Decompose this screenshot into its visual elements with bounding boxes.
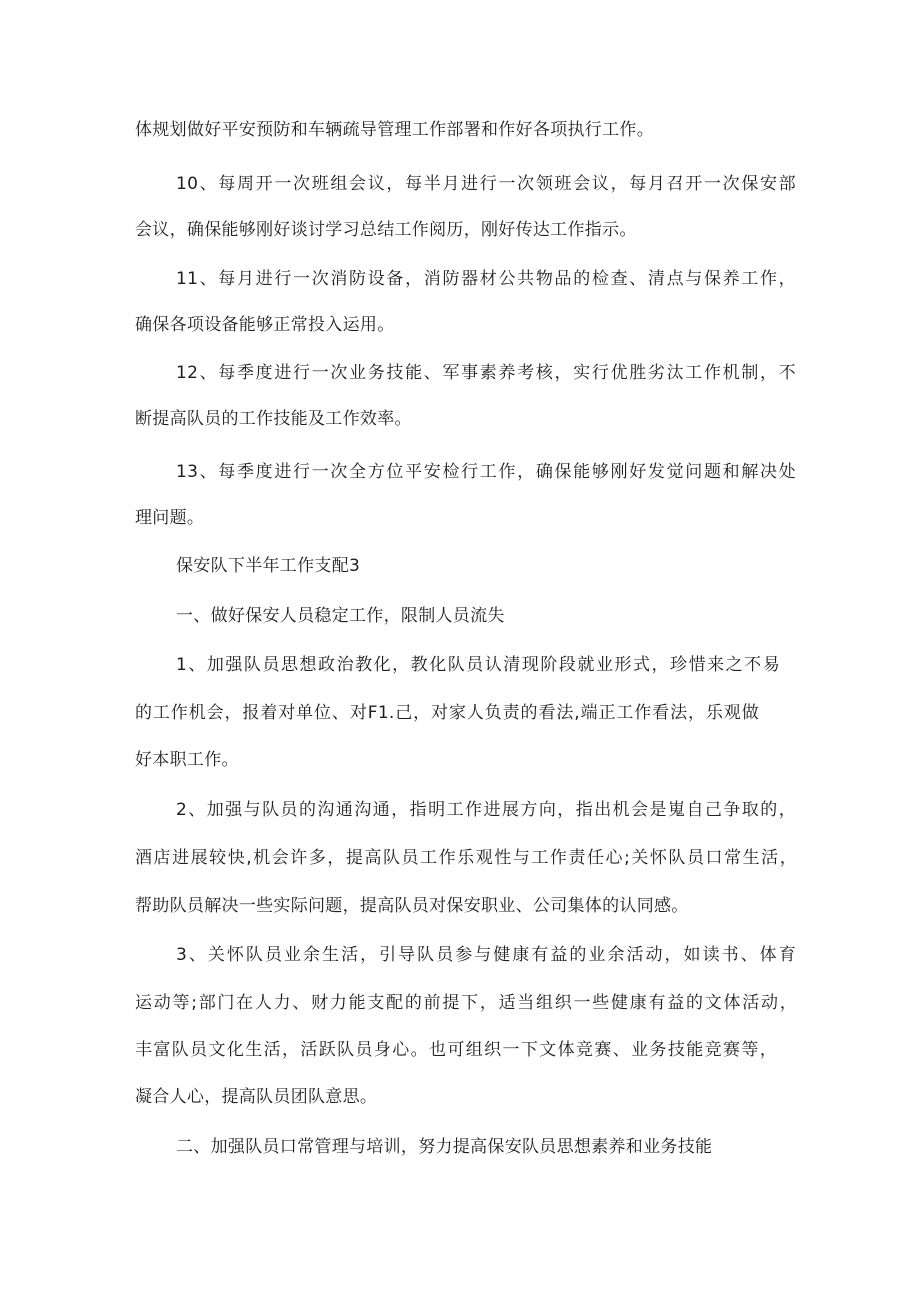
text-line: 帮助队员解决一些实际问题，提高队员对保安职业、公司集体的认同感。 — [135, 896, 689, 916]
section-heading: 一、做好保安人员稳定工作，限制人员流失 — [176, 606, 505, 626]
text-line: 3、关怀队员业余生活，引导队员参与健康有益的业余活动，如读书、体育 — [176, 945, 796, 965]
text-line: 10、每周开一次班组会议，每半月进行一次领班会议，每月召开一次保安部 — [176, 174, 796, 194]
text-line: 12、每季度进行一次业务技能、军事素养考核，实行优胜劣汰工作机制，不 — [176, 363, 796, 383]
text-line: 2、加强与队员的沟通沟通，指明工作进展方向，指出机会是嵬自己争取的， — [176, 800, 796, 820]
text-line: 11、每月进行一次消防设备，消防器材公共物品的检查、清点与保养工作， — [176, 269, 796, 289]
text-line: 确保各项设备能够正常投入运用。 — [135, 315, 395, 335]
text-line: 好本职工作。 — [135, 750, 239, 770]
text-line: 1、加强队员思想政治教化，教化队员认清现阶段就业形式，珍惜来之不易 — [176, 655, 780, 675]
text-line: 会议，确保能够刚好谈讨学习总结工作阅历，刚好传达工作指示。 — [135, 220, 637, 240]
text-line: 酒店进展较快,机会许多，提高队员工作乐观性与工作责任心;关怀队员口常生活， — [135, 848, 797, 868]
section-heading: 保安队下半年工作支配3 — [176, 556, 361, 576]
text-line: 断提高队员的工作技能及工作效率。 — [135, 409, 412, 429]
text-line: 运动等;部门在人力、财力能支配的前提下，适当组织一些健康有益的文体活动， — [135, 993, 797, 1013]
text-line: 凝合人心，提高队员团队意思。 — [135, 1087, 378, 1107]
text-line: 理问题。 — [135, 508, 205, 528]
text-line: 丰富队员文化生活，活跃队员身心。也可组织一下文体竞赛、业务技能竞赛等， — [135, 1040, 777, 1060]
text-line: 的工作机会，报着对单位、对F1.己，对家人负责的看法,端正工作看法，乐观做 — [135, 703, 759, 723]
text-line: 体规划做好平安预防和车辆疏导管理工作部署和作好各项执行工作。 — [135, 120, 654, 140]
section-heading: 二、加强队员口常管理与培训，努力提高保安队员思想素养和业务技能 — [176, 1137, 713, 1157]
text-line: 13、每季度进行一次全方位平安检行工作，确保能够刚好发觉问题和解决处 — [176, 462, 796, 482]
